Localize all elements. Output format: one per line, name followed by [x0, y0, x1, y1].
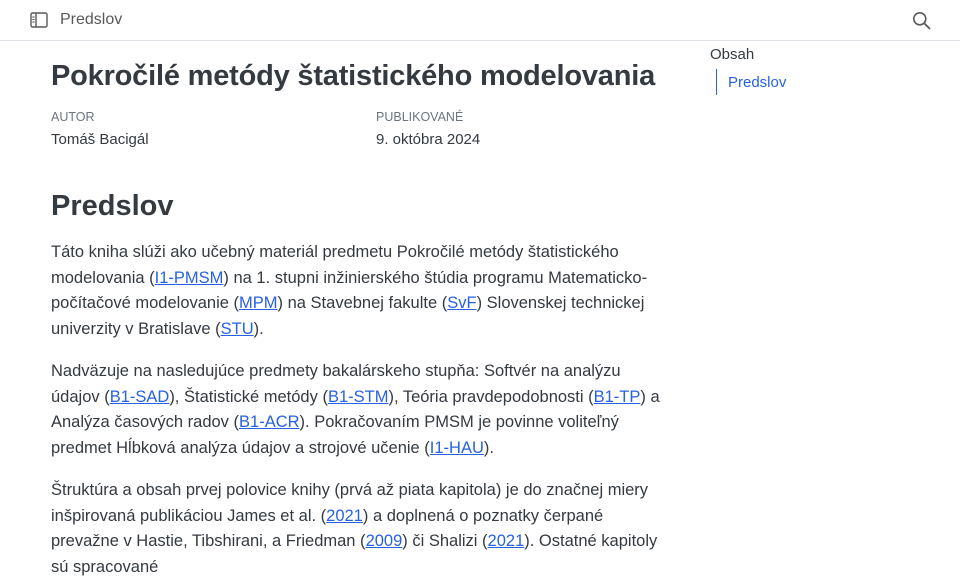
top-navbar [0, 0, 960, 41]
sidebar-toggle-icon [30, 12, 48, 28]
paragraph-text: ) a Analýza časových radov ( [51, 387, 660, 432]
link-b1-stm[interactable]: B1-STM [327, 387, 389, 406]
link-james-2021[interactable]: 2021 [326, 506, 363, 525]
published-date: 9. októbra 2024 [376, 131, 481, 148]
link-b1-acr[interactable]: B1-ACR [239, 413, 300, 432]
paragraph-text: ). [253, 319, 264, 338]
search-icon [912, 11, 931, 30]
link-mpm[interactable]: MPM [239, 294, 278, 313]
published-label: PUBLIKOVANÉ [376, 110, 464, 124]
paragraph-text: Táto kniha slúži ako učebný materiál predmetu Pokročilé metódy štatistického modelovania ( [51, 243, 619, 287]
paragraph-3 [51, 478, 671, 580]
sidebar-toggle-button[interactable] [29, 10, 49, 30]
paragraph-text: ), Teória pravdepodobnosti ( [388, 387, 594, 406]
link-hastie-2009[interactable]: 2009 [365, 532, 403, 551]
section-title: Predslov [51, 190, 174, 222]
toc-list [716, 69, 930, 95]
paragraph-text: ) na 1. stupni inžinierského štúdia programu Matematicko-počítačové modelovanie ( [51, 268, 648, 313]
paragraph-text: Nadväzuje na nasledujúce predmety bakalárskeho stupňa: Softvér na analýzu údajov ( [51, 362, 621, 406]
toc-item-predslov[interactable]: Predslov [728, 73, 787, 91]
link-i1-hau[interactable]: I1-HAU [429, 438, 484, 457]
navbar-title[interactable]: Predslov [60, 11, 123, 28]
author-meta [51, 109, 149, 150]
search-button[interactable] [910, 9, 932, 31]
paragraph-text: ) či Shalizi ( [402, 532, 488, 551]
link-shalizi-2021[interactable]: 2021 [487, 532, 525, 551]
published-meta [376, 109, 480, 150]
paragraph-text: ) na Stavebnej fakulte ( [277, 294, 448, 313]
paragraph-1 [51, 240, 671, 342]
paragraph-text: ) Slovenskej technickej univerzity v Bratislave ( [51, 294, 645, 338]
toc-title: Obsah [710, 46, 755, 63]
author-name: Tomáš Bacigál [51, 131, 149, 148]
link-b1-tp[interactable]: B1-TP [593, 387, 641, 406]
link-i1-pmsm[interactable]: I1-PMSM [154, 268, 224, 287]
paragraph-text: ). Pokračovaním PMSM je povinne voliteľný predmet Hĺbková analýza údajov a strojové učenie ( [51, 413, 619, 457]
link-b1-sad[interactable]: B1-SAD [109, 387, 170, 406]
paragraph-text: ). [483, 438, 494, 457]
link-stu[interactable]: STU [220, 319, 254, 338]
table-of-contents [710, 45, 930, 95]
paragraph-text: Štruktúra a obsah prvej polovice knihy (prvá až piata kapitola) je do značnej miery inšpirovaná publikáciou James et al. ( [51, 481, 649, 525]
link-svf[interactable]: SvF [447, 294, 477, 313]
paragraph-text: ). Ostatné kapitoly sú spracované [51, 532, 658, 576]
page-title: Pokročilé metódy štatistického modelovania [51, 60, 656, 92]
paragraph-2 [51, 359, 671, 461]
paragraph-text: ) a doplnená o poznatky čerpané prevažne v Hastie, Tibshirani, a Friedman ( [51, 506, 604, 551]
author-label: AUTOR [51, 110, 95, 124]
paragraph-text: ), Štatistické metódy ( [169, 387, 328, 406]
